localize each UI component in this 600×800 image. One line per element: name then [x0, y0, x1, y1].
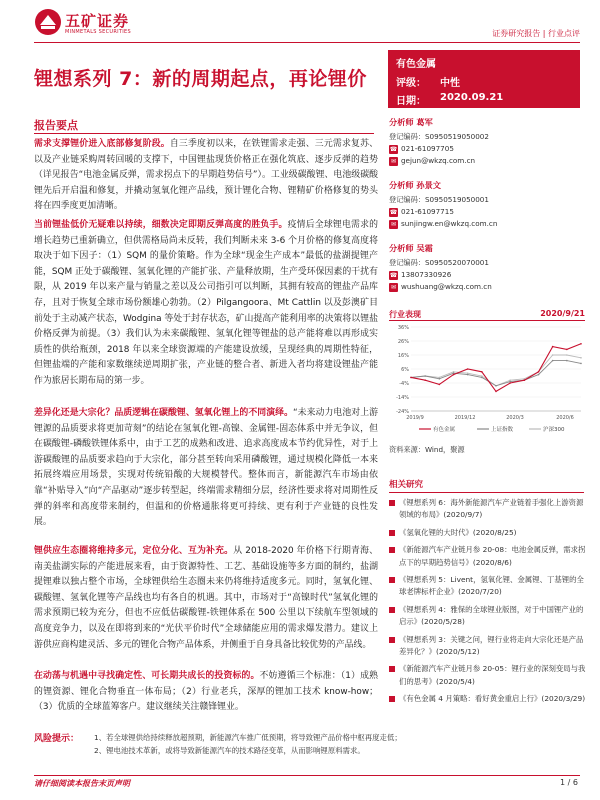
header-divider: [34, 42, 580, 43]
phone-icon: ☎: [389, 271, 398, 279]
analyst-phone-row: [389, 269, 589, 281]
analyst-block-2: [389, 180, 589, 230]
email-icon: ✉: [390, 283, 397, 291]
chart-data-point: [453, 371, 455, 373]
related-research-item[interactable]: [389, 634, 589, 659]
paragraph-text: “未来动力电池对上游锂源的品质要求将更加苛刻”的结论在氢氧化锂-高镍、金属锂-固态体系中并无争议，但在碳酸锂-磷酸铁锂体系中，由于工艺的成熟和改进、追求高度成本节约优异性，对于上游碳酸锂的品质要求趋向于大宗化，部分甚至转向采用磷酸锂，通过规模化降低一本来拓展终端应用场景，实现对传统铅酸的大规模替代。整体而言，新能源汽车市场由依靠“补贴导入”向“产品驱动”逐步转型起，终端需求精细分层，经济性要求将对周期性反弹的斜率和高度带来制约，但温和的价格通胀将更可持续、更有利于产业链的良性发展。: [34, 408, 378, 528]
report-info-box: [388, 50, 580, 108]
chart-data-point: [439, 384, 441, 386]
related-research-item[interactable]: [389, 544, 589, 569]
chart-data-point: [509, 382, 511, 384]
analyst-phone-row: [389, 143, 589, 155]
summary-paragraph-3: [34, 406, 378, 531]
related-research-item[interactable]: [389, 663, 589, 688]
chart-data-point: [552, 360, 554, 362]
chart-y-tick-label: 26%: [397, 339, 409, 345]
chart-data-point: [439, 378, 441, 380]
date-value: 2020.09.21: [440, 92, 504, 103]
industry-performance-chart: [389, 309, 585, 441]
analyst-block-1: [389, 117, 589, 167]
company-logo: [34, 8, 154, 38]
paragraph-text: 疫情后全球锂电需求的增长趋势已重新确立，但供需格局尚未反转，我们判断未来 3-6 个月价格的修复高度将取决于如下因子：（1）SQM 的量价策略。作为全球“现金生产成本”最低的盐湖提锂产能，SQM 正处于碳酸锂、氢氧化锂的产能扩张、产量释放期，生产受环保因素的干扰有限，从 2019 年以来产量与销量之差以及公司指引可以判断，其拥有较高的锂盐产品库存，且对于恢复全球市场份额雄心勃勃。（2）Pilgangoora、Mt Cattlin 以及彭澳矿目前处于主动减产状态，Wodgina 等处于封存状态，矿山提高产能利用率的决策将以锂盐价格反弹为前提。（3）我们认为未来碳酸锂、氢氧化锂等锂盐的总产能将难以再形成实质性的供给瓶颈，2018 年以来全球资源端的产能建设放缓，呈现经典的周期性特征，但锂盐端的产能和家数继续逆周期扩张，产业链的整合者、新进入者均将建设锂盐产能作为旅居长期布局的第一步。: [34, 220, 379, 386]
report-header: [0, 0, 600, 50]
related-research-item[interactable]: [389, 527, 589, 539]
analyst-phone: 021-61097705: [401, 144, 454, 153]
phone-icon: ☎: [389, 145, 398, 153]
analyst-block-3: [389, 243, 589, 293]
summary-paragraph-2: [34, 218, 378, 390]
chart-data-point: [439, 377, 441, 379]
industry-label: 有色金属: [396, 59, 436, 70]
chart-data-point: [495, 391, 497, 393]
summary-paragraph-5: [34, 669, 378, 716]
analyst-email[interactable]: gejun@wkzq.com.cn: [401, 156, 476, 165]
chart-x-tick-label: 2019/12: [454, 415, 476, 421]
risk-line-2: 2、锂电池技术革新，或将导致新能源汽车的技术路径变革，从而影响锂原料需求。: [94, 746, 365, 755]
email-icon: ✉: [390, 220, 397, 228]
chart-data-point: [424, 379, 426, 381]
chart-data-point: [509, 379, 511, 381]
bullet-square-icon: [389, 607, 395, 613]
paragraph-highlight: 需求支撑锂价进入底部修复阶段。: [34, 139, 170, 149]
chart-data-point: [538, 374, 540, 376]
date-label: 日期：: [396, 96, 426, 107]
chart-series-line: [411, 355, 581, 386]
analyst-email[interactable]: sunjingw.en@wkzq.com.cn: [401, 219, 498, 228]
related-research-list: [389, 497, 589, 711]
chart-y-tick-label: 16%: [397, 353, 409, 359]
analyst-name: 分析师 吴霜: [389, 243, 433, 253]
report-type-tag: 证券研究报告 | 行业点评: [492, 29, 580, 38]
related-research-text: 《锂想系列 5：Livent，氢氧化锂、金属锂、丁基锂的全球老牌标杆企业》(2020/7/20): [399, 575, 584, 597]
rating-row: [396, 74, 426, 89]
footer-divider: [34, 775, 580, 776]
analyst-cert: 登记编码：S0950519050002: [389, 132, 489, 141]
chart-data-point: [481, 375, 483, 377]
chart-data-point: [410, 377, 412, 379]
paragraph-highlight: 差异化还是大宗化？品质逻辑在碳酸锂、氢氧化锂上的不同演绎。: [34, 408, 294, 418]
chart-y-tick-label: -24%: [396, 409, 409, 415]
analyst-email[interactable]: wushuang@wkzq.com.cn: [401, 282, 492, 291]
chart-data-point: [552, 346, 554, 348]
chart-data-point: [453, 374, 455, 376]
chart-header: [389, 309, 585, 321]
chart-data-point: [495, 385, 497, 387]
chart-legend-label: 上证指数: [491, 427, 514, 433]
related-research-text: 《氢氧化锂的大时代》(2020/8/25): [399, 527, 517, 537]
related-research-item[interactable]: [389, 497, 589, 522]
chart-data-point: [467, 368, 469, 370]
chart-x-tick-label: 2019/9: [406, 415, 424, 421]
risk-text: [94, 731, 584, 757]
paragraph-highlight: 在动荡与机遇中寻找确定性、可长期共成长的投资标的。: [34, 671, 260, 681]
bullet-square-icon: [389, 500, 395, 506]
chart-svg: [389, 323, 585, 441]
chart-data-point: [580, 357, 582, 359]
minmetals-logo-icon: [34, 8, 62, 36]
related-research-text: 《锂想系列 4：雅保的全球锂业版图，对于中国锂产业的启示》(2020/5/28): [399, 604, 584, 627]
chart-x-tick-label: 2020/3: [506, 415, 524, 421]
chart-data-point: [524, 379, 526, 381]
chart-data-point: [566, 360, 568, 362]
summary-paragraph-4: [34, 544, 378, 653]
chart-source: 资料来源：Wind，聚源: [389, 445, 465, 454]
paragraph-text: 从 2018-2020 年价格下行期青海、南美盐湖实际的产能进展来看，由于资源特性、工艺、基础设施等多方面的制约，盐湖提锂难以独占整个市场，全球锂供给生态圈未来仍将维持适度多元。同时，氢氧化锂、碳酸锂、氢氧化锂等产品线也均有各自的机遇。其中，市场对于“高镍时代”氢氧化锂的需求预期已较为充分，但也不应低估碳酸锂-铁锂体系在 500 公里以下续航车型领域的高度竞争力，以及在即将到来的“光伏平价时代”全球储能应用的需求爆发潜力。建议上游供应商构建灵活、多元的锂化合物产品体系，并侧重于自身具备比较优势的产品线。: [34, 546, 378, 650]
related-research-text: 《新能源汽车产业链月参 20-05：锂行业的深刻变局与我们的思考》(2020/5/4): [399, 664, 586, 686]
summary-paragraph-1: [34, 137, 378, 215]
email-icon: ✉: [390, 157, 397, 165]
related-research-item[interactable]: [389, 574, 589, 599]
bullet-square-icon: [389, 666, 395, 672]
analyst-phone-row: [389, 206, 589, 218]
risk-line-1: 1、若全球锂供给持续释放超预期，新能源汽车推广低预期，将导致锂产品价格中枢再度走低；: [94, 733, 402, 742]
related-research-text: 《有色金属 4 月策略：看好黄金重启上行》(2020/3/29): [399, 694, 586, 704]
chart-series-line: [411, 344, 581, 392]
paragraph-text: 自三季度初以来，在铁锂需求走强、三元需求复苏、以及产业链采购周转回暖的支撑下，中国锂盐现货价格正在强化筑底、逐步反弹的趋势（详见报告“电池金属反弹，需求拐点下的早期趋势信号”）。工业级碳酸锂、电池级碳酸锂先后开启温和修复，并撬动氢氧化锂产品线，预计锂化合物、锂精矿价格修复的势头将在四季度更加清晰。: [34, 139, 379, 212]
logo-text-en: MINMETALS SECURITIES: [65, 29, 131, 35]
date-row: [396, 92, 426, 107]
related-research-divider: [389, 492, 584, 493]
analyst-email-row: [389, 281, 589, 293]
chart-legend-label: 有色金属: [433, 427, 456, 433]
paragraph-highlight: 当前锂盐低价无疑难以持续，细数决定即期反弹高度的胜负手。: [34, 220, 288, 230]
related-research-item[interactable]: [389, 604, 589, 629]
chart-data-point: [467, 372, 469, 374]
related-research-text: 《新能源汽车产业链月参 20-08：电池金属反弹，需求拐点下的早期趋势信号》(2020/8/6): [399, 545, 586, 567]
chart-data-point: [566, 349, 568, 351]
chart-data-point: [552, 354, 554, 356]
risk-label: 风险提示：: [34, 734, 80, 744]
chart-data-point: [467, 374, 469, 376]
analyst-cert: 登记编码：S0950520070001: [389, 258, 489, 267]
logo-text-cn: 五矿证券: [65, 12, 130, 30]
section-divider: [34, 133, 374, 134]
rating-value: 中性: [440, 78, 460, 89]
related-research-title: 相关研究: [389, 480, 424, 490]
chart-data-point: [453, 372, 455, 374]
analyst-cert: 登记编码：S0950519050001: [389, 195, 489, 204]
chart-data-point: [566, 354, 568, 356]
chart-y-tick-label: -4%: [399, 381, 409, 387]
chart-y-tick-label: 36%: [397, 325, 409, 331]
rating-label: 评级：: [396, 78, 426, 89]
analyst-name: 分析师 孙景文: [389, 180, 441, 190]
chart-data-point: [424, 375, 426, 377]
chart-y-tick-label: -14%: [396, 395, 409, 401]
related-research-text: 《锂想系列 3：关键之问，锂行业将走向大宗化还是产品差异化？》(2020/5/12): [399, 634, 584, 657]
footer-disclaimer-link[interactable]: 请仔细阅读本报告末页声明: [34, 779, 130, 788]
chart-data-point: [580, 343, 582, 345]
report-title: 锂想系列 7：新的周期起点，再论锂价: [34, 68, 367, 90]
chart-title: 行业表现: [389, 310, 421, 319]
chart-legend-label: 沪深300: [543, 427, 565, 433]
paragraph-highlight: 锂供应生态圈将维持多元，定位分化、互为补充。: [34, 546, 234, 556]
analyst-name: 分析师 葛军: [389, 117, 433, 127]
analyst-phone: 13807330926: [401, 270, 452, 279]
phone-icon: ☎: [389, 208, 398, 216]
chart-x-tick-label: 2020/6: [556, 415, 574, 421]
bullet-square-icon: [389, 577, 395, 583]
bullet-square-icon: [389, 637, 395, 643]
page-number: 1 / 6: [560, 778, 578, 787]
related-research-text: 《锂想系列 6：海外新能源汽车产业链着手强化上游资源领域的布局》(2020/9/7): [399, 498, 584, 520]
chart-y-tick-label: 6%: [401, 367, 409, 373]
section-title: 报告要点: [34, 119, 78, 132]
chart-data-point: [481, 377, 483, 379]
paragraph-text: 不妨遵循三个标准：（1）成熟的锂资源、锂化合物垂直一体布局；（2）行业老兵，深厚的锂加工技术 know-how；（3）优质的全球蓝筹客户。建议继续关注赣锋锂业。: [34, 671, 379, 713]
chart-series-line: [411, 361, 581, 386]
analyst-email-row: [389, 155, 589, 167]
analyst-email-row: [389, 218, 589, 230]
chart-data-point: [580, 363, 582, 365]
bullet-square-icon: [389, 696, 395, 702]
chart-date: 2020/9/21: [540, 309, 585, 318]
chart-data-point: [481, 371, 483, 373]
chart-data-point: [509, 381, 511, 383]
bullet-square-icon: [389, 530, 395, 536]
chart-data-point: [538, 371, 540, 373]
related-research-item[interactable]: [389, 693, 589, 705]
bullet-square-icon: [389, 547, 395, 553]
analyst-phone: 021-61097715: [401, 207, 454, 216]
